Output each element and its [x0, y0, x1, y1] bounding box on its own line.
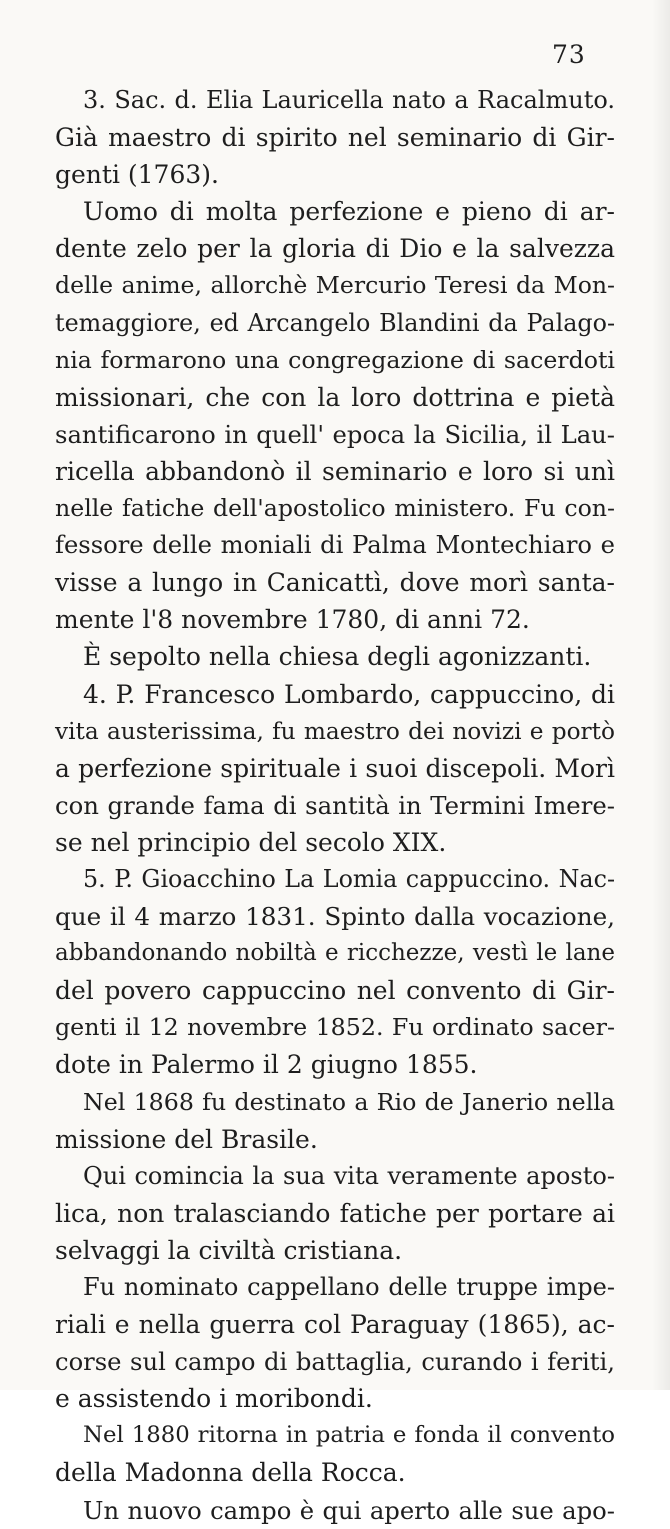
text-line: missione del Brasile.: [55, 1124, 318, 1154]
text-line: del povero cappuccino nel convento di Gir-: [55, 976, 615, 1006]
text-line: 3. Sac. d. Elia Lauricella nato a Racalmuto.: [83, 86, 615, 114]
text-line: Uomo di molta perfezione e pieno di ar-: [83, 197, 615, 227]
text-line: dente zelo per la gloria di Dio e la salvezza: [55, 234, 615, 264]
text-line: mente l'8 novembre 1780, di anni 72.: [55, 605, 530, 635]
text-line: genti il 12 novembre 1852. Fu ordinato sacer-: [55, 1013, 615, 1042]
text-line: dote in Palermo il 2 giugno 1855.: [55, 1050, 478, 1080]
text-line: Nel 1880 ritorna in patria e fonda il convento: [83, 1422, 615, 1449]
text-line: ricella abbandonò il seminario e loro si unì: [55, 456, 615, 486]
text-line: È sepolto nella chiesa degli agonizzanti.: [83, 642, 592, 672]
page-number: 73: [552, 40, 586, 69]
text-line: Un nuovo campo è qui aperto alle sue apo-: [83, 1495, 615, 1525]
text-line: 5. P. Gioacchino La Lomia cappuccino. Nac-: [83, 864, 615, 893]
text-line: Fu nominato cappellano delle truppe impe-: [83, 1273, 615, 1301]
text-line: nelle fatiche dell'apostolico ministero. Fu con-: [55, 494, 615, 523]
text-line: lica, non tralasciando fatiche per portare ai: [55, 1198, 615, 1228]
text-line: Qui comincia la sua vita veramente aposto-: [83, 1161, 615, 1190]
text-line: fessore delle moniali di Palma Montechiaro e: [55, 531, 615, 560]
text-line: delle anime, allorchè Mercurio Teresi da Mon-: [55, 271, 615, 300]
text-line: riali e nella guerra col Paraguay (1865), ac-: [55, 1310, 615, 1340]
text-line: missionari, che con la loro dottrina e pietà: [55, 382, 615, 412]
text-line: Nel 1868 fu destinato a Rio de Janerio nella: [83, 1087, 615, 1116]
text-line: selvaggi la civiltà cristiana.: [55, 1235, 403, 1265]
text-line: e assistendo i moribondi.: [55, 1384, 373, 1414]
text-line: se nel principio del secolo XIX.: [55, 827, 447, 857]
text-line: abbandonando nobiltà e ricchezze, vestì le lane: [55, 940, 615, 967]
text-line: 4. P. Francesco Lombardo, cappuccino, di: [83, 679, 615, 709]
text-line: genti (1763).: [55, 160, 219, 190]
text-line: santificarono in quell' epoca la Sicilia, il Lau-: [55, 419, 615, 449]
text-line: temaggiore, ed Arcangelo Blandini da Palago-: [55, 308, 615, 337]
text-line: nia formarono una congregazione di sacerdoti: [55, 345, 615, 374]
text-line: visse a lungo in Canicattì, dove morì santa-: [55, 568, 615, 598]
text-line: vita austerissima, fu maestro dei novizi e portò: [55, 717, 615, 745]
text-line: della Madonna della Rocca.: [55, 1458, 406, 1488]
text-line: corse sul campo di battaglia, curando i feriti,: [55, 1347, 615, 1377]
text-line: con grande fama di santità in Termini Imere-: [55, 790, 615, 820]
text-line: que il 4 marzo 1831. Spinto dalla vocazione,: [55, 902, 615, 932]
body-text: [55, 82, 615, 1529]
text-line: a perfezione spirituale i suoi discepoli. Morì: [55, 753, 615, 783]
text-line: Già maestro di spirito nel seminario di Gir-: [55, 123, 615, 153]
